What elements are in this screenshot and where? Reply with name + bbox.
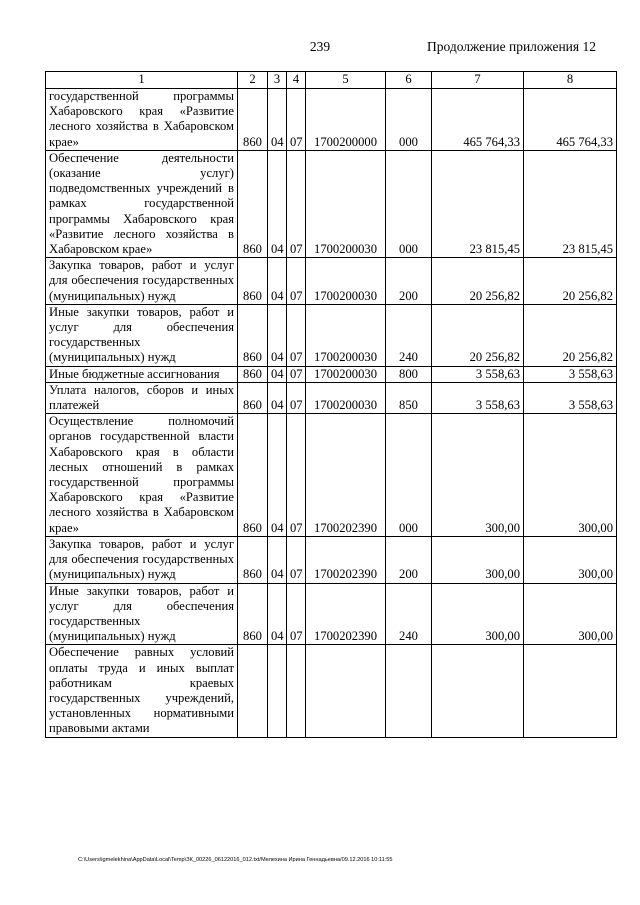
cell-ministry-code: 860 <box>238 414 268 537</box>
cell-target-article: 1700200030 <box>306 366 386 382</box>
cell-target-article: 1700200030 <box>306 258 386 305</box>
cell-name: Обеспечение деятельности (оказание услуг) подведомственных учреждений в рамках государственной программы Хабаровского края «Развитие лесного хозяйства в Хабаровском крае» <box>46 150 238 257</box>
table-row <box>46 366 617 382</box>
cell-subsection: 07 <box>287 304 306 366</box>
table-row <box>46 150 617 257</box>
cell-target-article: 1700200030 <box>306 304 386 366</box>
column-header: 7 <box>432 72 524 89</box>
cell-ministry-code: 860 <box>238 536 268 583</box>
budget-table <box>45 71 617 738</box>
cell-expense-type: 000 <box>386 150 432 257</box>
cell-subsection: 07 <box>287 150 306 257</box>
cell-section: 04 <box>268 583 287 645</box>
continuation-caption: Продолжение приложения 12 <box>426 39 596 54</box>
cell-section: 04 <box>268 366 287 382</box>
cell-amount-2: 23 815,45 <box>524 150 617 257</box>
cell-section: 04 <box>268 258 287 305</box>
cell-amount-1: 23 815,45 <box>432 150 524 257</box>
cell-section: 04 <box>268 89 287 151</box>
table-row <box>46 258 617 305</box>
cell-section: 04 <box>268 536 287 583</box>
cell-target-article: 1700200000 <box>306 89 386 151</box>
column-header: 4 <box>287 72 306 89</box>
cell-ministry-code: 860 <box>238 304 268 366</box>
column-header: 1 <box>46 72 238 89</box>
column-header: 5 <box>306 72 386 89</box>
column-header: 8 <box>524 72 617 89</box>
cell-amount-1 <box>432 645 524 737</box>
table-row <box>46 382 617 413</box>
cell-expense-type: 000 <box>386 89 432 151</box>
cell-subsection: 07 <box>287 414 306 537</box>
column-header: 3 <box>268 72 287 89</box>
cell-amount-1: 3 558,63 <box>432 366 524 382</box>
cell-amount-2: 3 558,63 <box>524 382 617 413</box>
cell-section: 04 <box>268 304 287 366</box>
cell-ministry-code: 860 <box>238 366 268 382</box>
page-number: 239 <box>309 39 331 54</box>
cell-amount-2 <box>524 645 617 737</box>
cell-target-article <box>306 645 386 737</box>
cell-subsection: 07 <box>287 89 306 151</box>
cell-name: Закупка товаров, работ и услуг для обеспечения государственных (муниципальных) нужд <box>46 258 238 305</box>
cell-ministry-code <box>238 645 268 737</box>
cell-expense-type: 800 <box>386 366 432 382</box>
cell-name: Уплата налогов, сборов и иных платежей <box>46 382 238 413</box>
cell-name: Осуществление полномочий органов государственной власти Хабаровского края в области лесных отношений в рамках государственной программы Хабаровского края «Развитие лесного хозяйства в Хабаровском крае» <box>46 414 238 537</box>
cell-name: Иные закупки товаров, работ и услуг для обеспечения государственных (муниципальных) нужд <box>46 304 238 366</box>
cell-amount-1: 300,00 <box>432 414 524 537</box>
cell-subsection: 07 <box>287 382 306 413</box>
cell-amount-1: 20 256,82 <box>432 258 524 305</box>
cell-amount-2: 300,00 <box>524 414 617 537</box>
cell-target-article: 1700202390 <box>306 583 386 645</box>
cell-amount-2: 20 256,82 <box>524 258 617 305</box>
cell-amount-1: 300,00 <box>432 583 524 645</box>
table-row <box>46 645 617 737</box>
cell-name: Обеспечение равных условий оплаты труда и иных выплат работникам краевых государственных учреждений, установленных нормативными правовыми актами <box>46 645 238 737</box>
cell-expense-type: 000 <box>386 414 432 537</box>
cell-name: Иные бюджетные ассигнования <box>46 366 238 382</box>
cell-amount-1: 465 764,33 <box>432 89 524 151</box>
cell-expense-type: 850 <box>386 382 432 413</box>
cell-amount-1: 3 558,63 <box>432 382 524 413</box>
cell-amount-2: 20 256,82 <box>524 304 617 366</box>
footer-path: C:\Users\igmelekhina\AppData\Local\Temp\ЗК_00226_06122016_012.txt/Мелехина Ирина Геннадьевна/09.12.2016 10:11:55 <box>78 857 393 863</box>
cell-amount-2: 300,00 <box>524 583 617 645</box>
cell-target-article: 1700202390 <box>306 536 386 583</box>
table-row <box>46 536 617 583</box>
cell-subsection <box>287 645 306 737</box>
cell-section: 04 <box>268 382 287 413</box>
cell-subsection: 07 <box>287 583 306 645</box>
cell-subsection: 07 <box>287 366 306 382</box>
cell-subsection: 07 <box>287 258 306 305</box>
table-row <box>46 583 617 645</box>
cell-subsection: 07 <box>287 536 306 583</box>
cell-section: 04 <box>268 150 287 257</box>
cell-amount-1: 300,00 <box>432 536 524 583</box>
cell-expense-type: 200 <box>386 258 432 305</box>
cell-target-article: 1700200030 <box>306 150 386 257</box>
cell-ministry-code: 860 <box>238 150 268 257</box>
cell-expense-type: 240 <box>386 304 432 366</box>
table-row <box>46 414 617 537</box>
cell-name: Закупка товаров, работ и услуг для обеспечения государственных (муниципальных) нужд <box>46 536 238 583</box>
table-row <box>46 89 617 151</box>
cell-ministry-code: 860 <box>238 258 268 305</box>
cell-expense-type: 240 <box>386 583 432 645</box>
cell-amount-2: 465 764,33 <box>524 89 617 151</box>
cell-expense-type <box>386 645 432 737</box>
table-header-row <box>46 72 617 89</box>
column-header: 2 <box>238 72 268 89</box>
cell-amount-2: 300,00 <box>524 536 617 583</box>
column-header: 6 <box>386 72 432 89</box>
cell-name: государственной программы Хабаровского края «Развитие лесного хозяйства в Хабаровском крае» <box>46 89 238 151</box>
table-row <box>46 304 617 366</box>
cell-amount-1: 20 256,82 <box>432 304 524 366</box>
cell-ministry-code: 860 <box>238 382 268 413</box>
cell-ministry-code: 860 <box>238 89 268 151</box>
cell-section <box>268 645 287 737</box>
cell-target-article: 1700200030 <box>306 382 386 413</box>
cell-expense-type: 200 <box>386 536 432 583</box>
cell-target-article: 1700202390 <box>306 414 386 537</box>
cell-section: 04 <box>268 414 287 537</box>
cell-ministry-code: 860 <box>238 583 268 645</box>
cell-amount-2: 3 558,63 <box>524 366 617 382</box>
cell-name: Иные закупки товаров, работ и услуг для обеспечения государственных (муниципальных) нужд <box>46 583 238 645</box>
